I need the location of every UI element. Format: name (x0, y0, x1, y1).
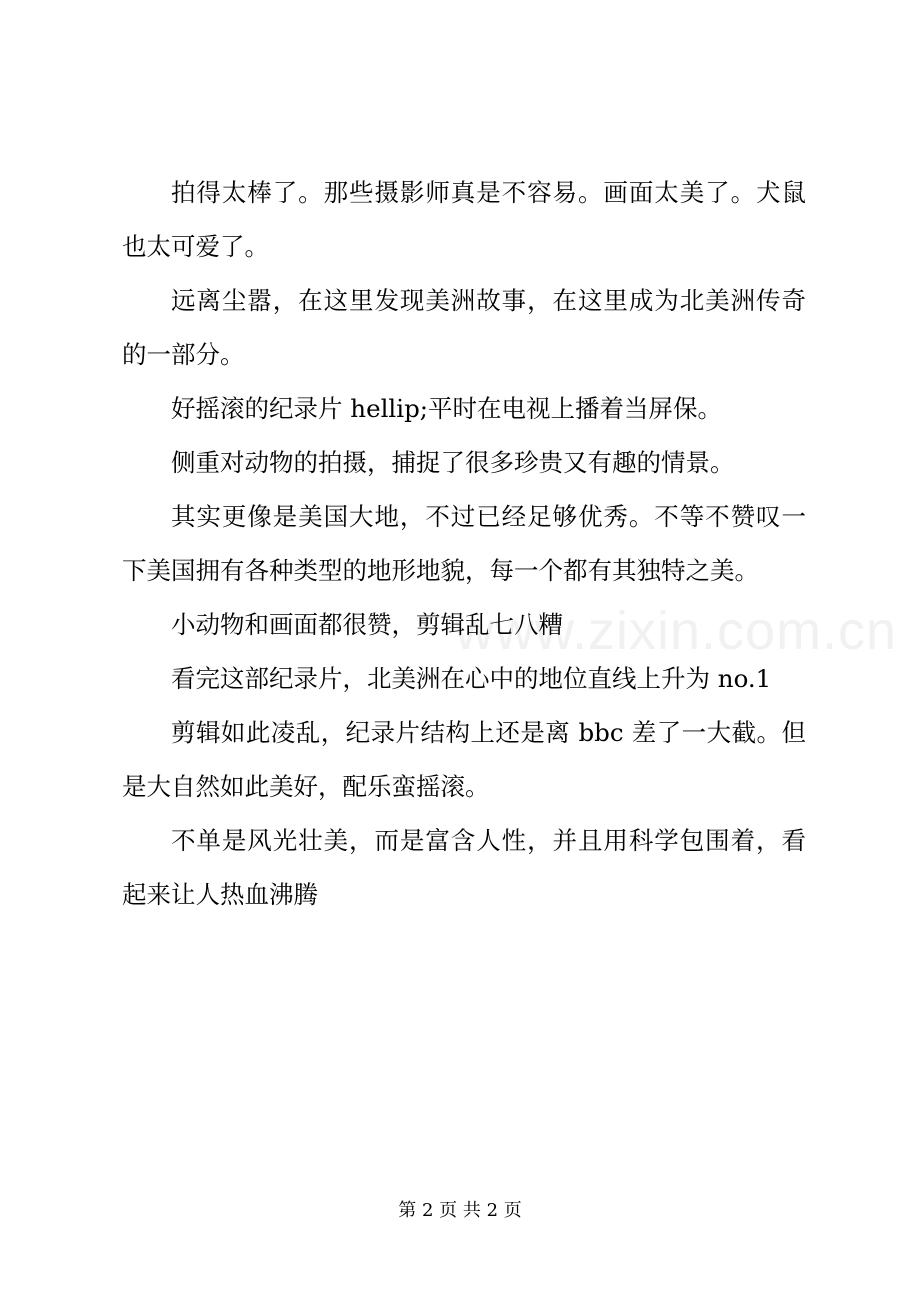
paragraph: 好摇滚的纪录片 hellip;平时在电视上播着当屏保。 (171, 394, 723, 423)
paragraph: 其实更像是美国大地，不过已经足够优秀。不等不赞叹一下美国拥有各种类型的地形地貌，每一个都有其独特之美。 (122, 502, 806, 585)
paragraph: 远离尘嚣，在这里发现美洲故事，在这里成为北美洲传奇的一部分。 (122, 286, 806, 369)
page-footer: 第 2 页 共 2 页 (398, 1200, 522, 1221)
paragraph: 看完这部纪录片，北美洲在心中的地位直线上升为 no.1 (171, 664, 772, 693)
paragraph: 拍得太棒了。那些摄影师真是不容易。画面太美了。犬鼠也太可爱了。 (122, 178, 806, 261)
paragraph: 不单是风光壮美，而是富含人性，并且用科学包围着，看起来让人热血沸腾 (122, 826, 806, 909)
paragraph: 侧重对动物的拍摄，捕捉了很多珍贵又有趣的情景。 (171, 448, 735, 477)
paragraph: 剪辑如此凌乱，纪录片结构上还是离 bbc 差了一大截。但是大自然如此美好，配乐蛮摇滚。 (122, 718, 806, 801)
paragraph: 小动物和画面都很赞，剪辑乱七八糟 (171, 610, 563, 639)
watermark: www.zixin.com.cn (455, 601, 898, 661)
document-body (122, 166, 806, 922)
